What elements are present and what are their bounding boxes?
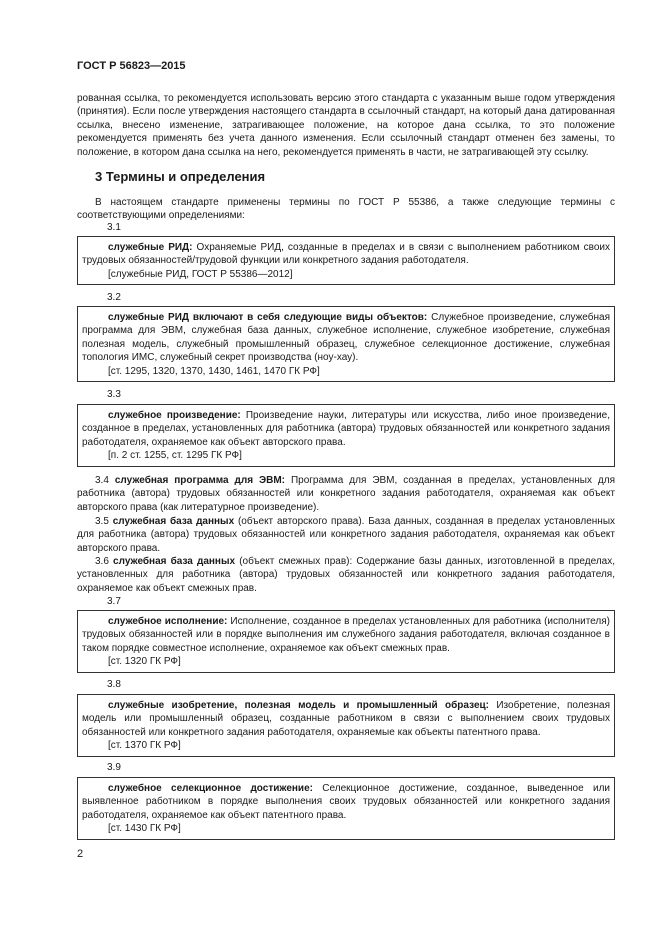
term-box-3-9 <box>77 777 615 840</box>
term-source: [п. 2 ст. 1255, ст. 1295 ГК РФ] <box>108 450 242 462</box>
section-title: 3 Термины и определения <box>95 169 266 184</box>
term-definition: Исполнение, созданное в пределах установленных для работника (исполнителя) трудовых обязанностей или в порядке выполнения им служебного задания работодателя, включая созданное в таком порядке совместное исполнение, охраняемое как объект смежных прав. <box>82 616 610 654</box>
section-intro: В настоящем стандарте применены термины по ГОСТ Р 55386, а также следующие термины с соответствующими определениями: <box>77 197 615 222</box>
term-number-3-8: 3.8 <box>107 679 121 690</box>
term-title: служебное селекционное достижение: <box>108 783 313 794</box>
term-box-3-1 <box>77 236 615 285</box>
term-3-5 <box>77 515 615 555</box>
term-definition: (объект смежных прав): Содержание базы данных, изготовленной в пределах, установленных для работника (автора) трудовых обязанностей или конкретного задания работодателя, охраняемое как объект смежных прав. <box>77 556 616 594</box>
term-title: служебные РИД включают в себя следующие виды объектов: <box>108 312 428 323</box>
term-title: служебное исполнение: <box>108 616 228 627</box>
term-box-3-2 <box>77 306 615 382</box>
term-number: 3.5 <box>95 516 109 527</box>
term-box-3-7 <box>77 610 615 673</box>
term-title: служебные изобретение, полезная модель и промышленный образец: <box>108 700 489 711</box>
term-source: [служебные РИД, ГОСТ Р 55386—2012] <box>108 268 293 280</box>
term-title: служебная программа для ЭВМ: <box>114 475 286 486</box>
term-source: [ст. 1295, 1320, 1370, 1430, 1461, 1470 ГК РФ] <box>108 365 320 377</box>
term-title: служебная база данных <box>113 556 236 567</box>
term-source: [ст. 1320 ГК РФ] <box>108 656 181 668</box>
page-number: 2 <box>77 848 84 860</box>
term-number-3-3: 3.3 <box>107 389 121 400</box>
term-definition: Служебное произведение, служебная программа для ЭВМ, служебная база данных, служебное исполнение, служебное изобретение, служебная полезная модель, служебный промышленный образец, служебное селекционное достижение, служебная топология ИМС, служебный секрет производства (ноу-хау). <box>82 312 610 364</box>
page-header: ГОСТ Р 56823—2015 <box>77 60 186 72</box>
term-number-3-1: 3.1 <box>107 222 121 233</box>
term-title: служебное произведение: <box>108 410 241 421</box>
term-number-3-7: 3.7 <box>107 596 121 607</box>
term-number-3-9: 3.9 <box>107 762 121 773</box>
term-source: [ст. 1370 ГК РФ] <box>108 740 181 752</box>
term-definition: Изобретение, полезная модель или промышленный образец, созданные работником в связи с выполнением своих трудовых обязанностей или конкретного задания работодателя, охраняемые как объекты патентного права. <box>82 700 610 738</box>
term-definition: Произведение науки, литературы или искусства, либо иное произведение, созданное в пределах, установленных для работника (автора) трудовых обязанностей или конкретного задания работодателя, охраняемое как объект авторского права. <box>82 410 610 448</box>
term-number: 3.4 <box>95 475 109 486</box>
term-title: служебная база данных <box>112 516 235 527</box>
term-title: служебные РИД: <box>108 242 193 253</box>
term-definition: Программа для ЭВМ, созданная в пределах, установленных для работника (автора) трудовых обязанностей или конкретного задания работодателя, охраняемая как объект авторского права (как литературное произведение). <box>77 475 616 513</box>
term-number-3-2: 3.2 <box>107 292 121 303</box>
term-source: [ст. 1430 ГК РФ] <box>108 823 181 835</box>
term-definition: (объект авторского права). База данных, созданная в пределах установленных для работника (автора) трудовых обязанностей или конкретного задания работодателя, охраняемая как объект авторского права. <box>77 516 616 554</box>
term-box-3-3 <box>77 404 615 467</box>
term-definition: Селекционное достижение, созданное, выведенное или выявленное работником в порядке выполнения своих трудовых обязанностей или конкретного задания работодателя, охраняемое как объект патентного права. <box>82 783 610 821</box>
term-definition: Охраняемые РИД, созданные в пределах и в связи с выполнением работником своих трудовых обязанностей/трудовой функции или конкретного задания работодателя. <box>82 242 610 267</box>
term-3-4 <box>77 474 615 514</box>
term-box-3-8 <box>77 694 615 757</box>
term-3-6 <box>77 555 615 595</box>
term-number: 3.6 <box>95 556 109 567</box>
intro-paragraph: рованная ссылка, то рекомендуется использовать версию этого стандарта с указанным выше годом утверждения (принятия). Если после утверждения настоящего стандарта в ссылочный стандарт, на который дана датированная ссылка, внесено изменение, затрагивающее положение, на которое дана ссылка, то это положение рекомендуется применять без учета данного изменения. Если ссылочный стандарт отменен без замены, то положение, в котором дана ссылка на него, рекомендуется применять в части, не затрагивающей эту ссылку. <box>77 93 615 158</box>
